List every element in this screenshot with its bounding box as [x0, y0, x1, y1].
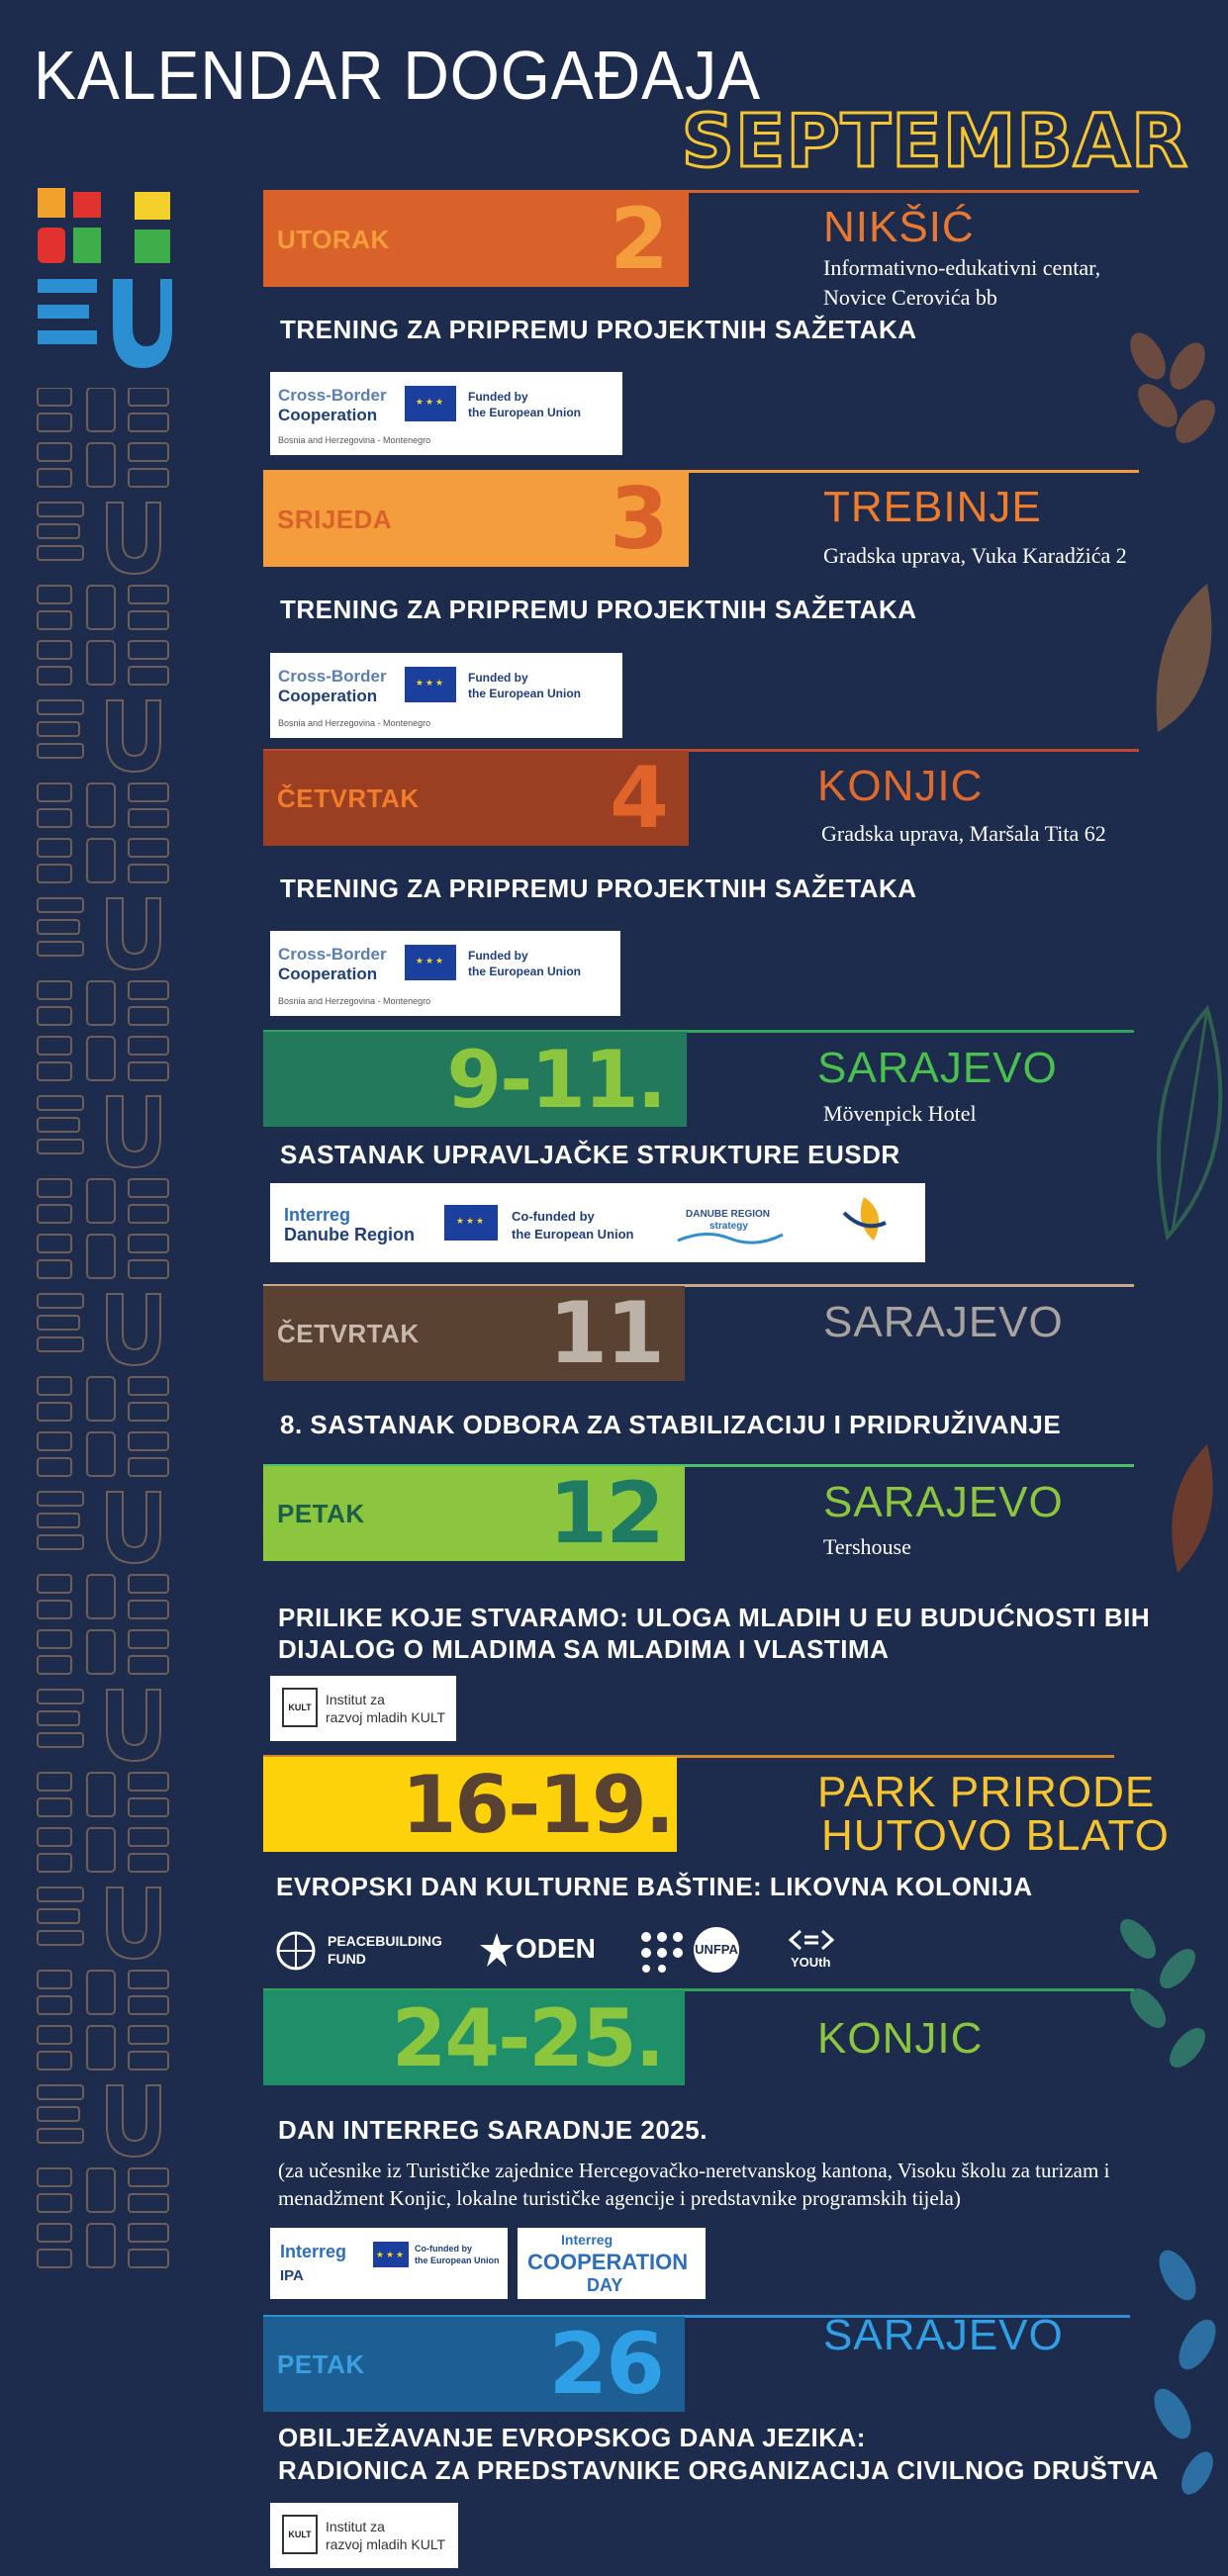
address-line: Gradska uprava, Vuka Karadžića 2 [823, 543, 1127, 568]
bih-presidency-emblem-icon [834, 1193, 894, 1248]
cross-border-logo: Cross-Border Cooperation ★★★ Funded by the European Union Bosnia and Herzegovina - Montenegro [270, 931, 620, 1016]
date-bar [263, 1757, 677, 1852]
interreg-ipa-logo: Interreg IPA ★★★ Co-funded by the European Union [270, 2228, 508, 2299]
leaf-decoration [1108, 326, 1217, 465]
event-title: DAN INTERREG SARADNJE 2025. [278, 2115, 708, 2145]
leaf-decoration [1128, 999, 1228, 1256]
partner-logos-row: PEACEBUILDING FUND ODEN UNFPA YOUth [272, 1925, 846, 1975]
date-number: 16-19. [401, 1758, 673, 1851]
address-line: Mövenpick Hotel [823, 1101, 977, 1126]
danube-wave-icon [676, 1227, 785, 1248]
month-title: SEPTEMBAR [681, 99, 1188, 184]
code-brackets-icon [787, 1927, 836, 1953]
kult-logo: KULT Institut za razvoj mladih KULT [270, 1676, 456, 1741]
un-emblem-icon [272, 1929, 320, 1973]
cross-border-logo: Cross-Border Cooperation ★★★ Funded by the European Union Bosnia and Herzegovina - Montenegro [270, 653, 622, 738]
event-title: TRENING ZA PRIPREMU PROJEKTNIH SAŽETAKA [280, 315, 917, 344]
eu-flag-icon [405, 667, 456, 702]
city-name: NIKŠIĆ [823, 203, 975, 251]
date-number: 4 [610, 749, 667, 848]
event-note: (za učesnike iz Turističke zajednice Hercegovačko-neretvanskog kantona, Visoku školu za turizam i [278, 2159, 1110, 2182]
date-number: 12 [548, 1464, 663, 1563]
kult-logo: KULT Institut za razvoj mladih KULT [270, 2503, 458, 2568]
date-bar [263, 1466, 685, 1561]
date-number: 3 [610, 470, 667, 569]
city-name: PARK PRIRODE [817, 1768, 1156, 1816]
city-name: SARAJEVO [823, 1298, 1064, 1346]
date-bar [263, 1032, 687, 1127]
eu-flag-icon [405, 945, 456, 980]
city-name: SARAJEVO [817, 1044, 1058, 1092]
leaf-decoration [1148, 1434, 1228, 1583]
date-bar [263, 192, 689, 287]
city-name: KONJIC [817, 2014, 984, 2063]
eu-flag-icon [373, 2242, 409, 2267]
unfpa-logo: UNFPA [694, 1927, 739, 1973]
day-label: PETAK [277, 2348, 365, 2379]
eu-flag-icon [405, 386, 456, 421]
city-name: KONJIC [817, 762, 984, 810]
date-bar [263, 1286, 685, 1381]
date-bar [263, 751, 689, 846]
event-title: OBILJEŽAVANJE EVROPSKOG DANA JEZIKA: [278, 2423, 866, 2452]
date-bar [263, 472, 689, 567]
city-name: SARAJEVO [823, 2311, 1064, 2359]
star-icon [480, 1931, 514, 1969]
address-line: Novice Cerovića bb [823, 285, 997, 310]
bieu-logo [38, 188, 176, 372]
event-title: RADIONICA ZA PREDSTAVNIKE ORGANIZACIJA CIVILNOG DRUŠTVA [278, 2455, 1159, 2485]
event-title: SASTANAK UPRAVLJAČKE STRUKTURE EUSDR [280, 1140, 900, 1169]
eu-flag-icon [444, 1205, 498, 1241]
event-title: DIJALOG O MLADIMA SA MLADIMA I VLASTIMA [278, 1634, 890, 1664]
event-title: EVROPSKI DAN KULTURNE BAŠTINE: LIKOVNA KOLONIJA [276, 1872, 1033, 1901]
side-pattern-decoration [34, 388, 182, 2346]
leaf-decoration [1108, 1909, 1228, 2107]
address-line: Tershouse [823, 1534, 911, 1559]
dots-grid-icon [638, 1929, 688, 1973]
day-label: ČETVRTAK [277, 782, 420, 813]
event-title: 8. SASTANAK ODBORA ZA STABILIZACIJU I PRIDRUŽIVANJE [280, 1410, 1062, 1439]
date-number: 11 [548, 1284, 663, 1383]
address-line: Informativno-edukativni centar, [823, 255, 1101, 280]
day-label: ČETVRTAK [277, 1318, 420, 1348]
day-label: PETAK [277, 1498, 365, 1528]
city-name: TREBINJE [823, 483, 1042, 531]
cooperation-day-logo: Interreg COOPERATION DAY [518, 2228, 706, 2299]
event-title: TRENING ZA PRIPREMU PROJEKTNIH SAŽETAKA [280, 595, 917, 624]
date-number: 24-25. [391, 1991, 663, 2084]
date-number: 2 [610, 190, 667, 289]
leaf-decoration [1138, 574, 1228, 742]
city-name: SARAJEVO [823, 1478, 1064, 1526]
interreg-danube-logo: Interreg Danube Region ★★★ Co-funded by the European Union DANUBE REGION strategy [270, 1183, 925, 1262]
event-title: PRILIKE KOJE STVARAMO: ULOGA MLADIH U EU BUDUĆNOSTI BIH [278, 1603, 1151, 1632]
date-number: 9-11. [446, 1033, 665, 1126]
address-line: Gradska uprava, Maršala Tita 62 [821, 821, 1106, 846]
event-note: menadžment Konjic, lokalne turističke agencije i predstavnike programskih tijela) [278, 2186, 961, 2210]
date-bar [263, 1990, 685, 2085]
date-bar [263, 2317, 685, 2412]
city-name: HUTOVO BLATO [821, 1811, 1170, 1860]
event-title: TRENING ZA PRIPREMU PROJEKTNIH SAŽETAKA [280, 874, 917, 903]
date-number: 26 [548, 2315, 663, 2414]
day-label: UTORAK [277, 224, 390, 254]
cross-border-logo: Cross-Border Cooperation ★★★ Funded by the European Union Bosnia and Herzegovina - Montenegro [270, 372, 622, 455]
page-title: KALENDAR DOGAĐAJA [34, 37, 761, 114]
day-label: SRIJEDA [277, 504, 393, 534]
